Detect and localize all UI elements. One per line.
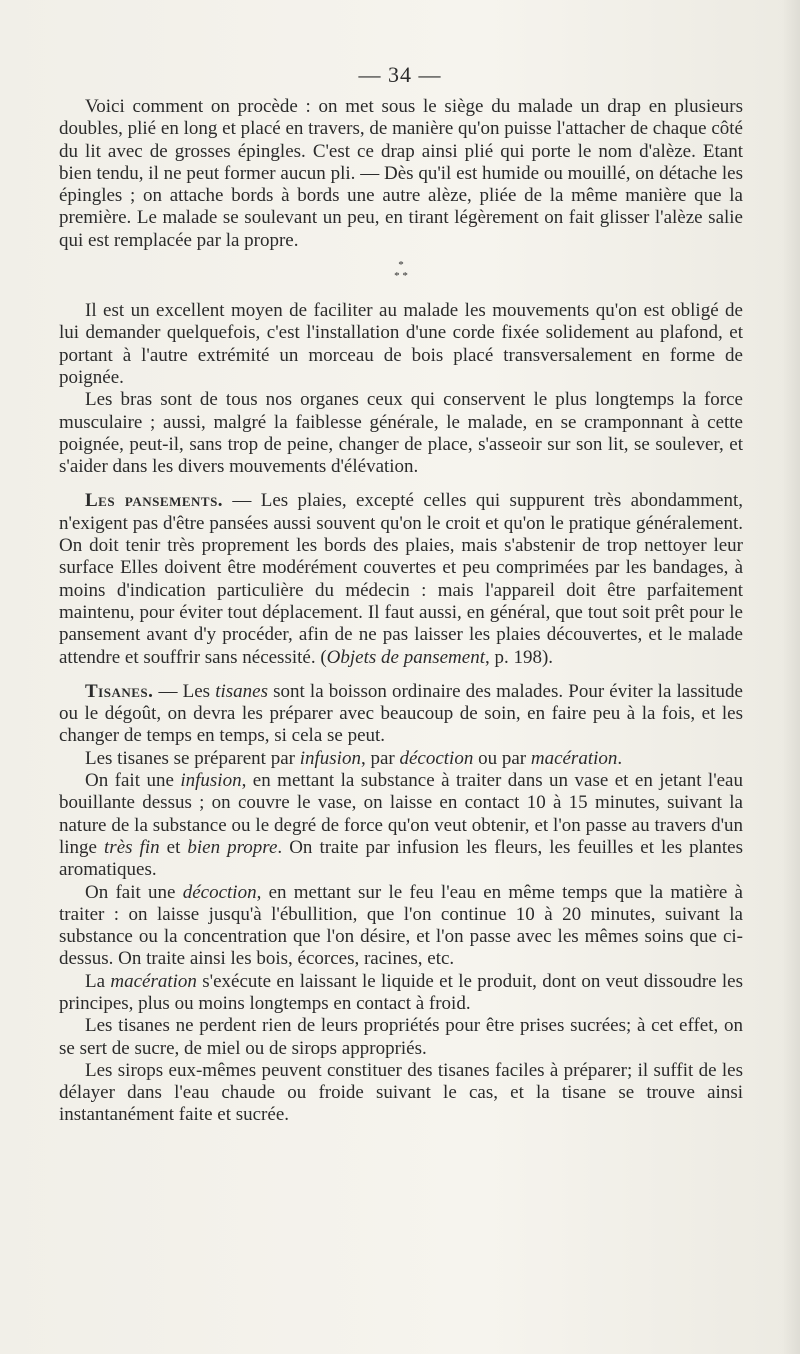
text-run: La xyxy=(85,970,111,992)
separator-star-bottom: * * xyxy=(394,270,408,283)
text-run: et xyxy=(159,836,188,858)
paragraph-infusion xyxy=(59,770,743,881)
term-bien-propre: bien propre xyxy=(187,836,278,858)
term-infusion: infusion xyxy=(299,747,361,769)
text-run: s'exécute en laissant le liquide et le produit, dont on veut dissoudre les principes, plus ou moins longtemps en contact à froid. xyxy=(59,970,743,1014)
paragraph-bras: Les bras sont de tous nos organes ceux qui conservent le plus longtemps la force musculaire ; aussi, malgré la faiblesse générale, le malade, en se cramponnant à cette poignée, peut-il, sans trop de peine, changer de place, s'asseoir sur son lit, se soulever, et s'aider dans les divers mouvements d'élévation. xyxy=(59,389,743,478)
text-run: . On traite par infusion les fleurs, les feuilles et les plantes aromatiques. xyxy=(59,836,743,881)
term-decoction: décoction xyxy=(182,881,257,903)
spacer xyxy=(59,669,743,681)
text-run: . xyxy=(617,747,623,769)
paragraph-alese: Voici comment on procède : on met sous le siège du malade un drap en plusieurs doubles, plié en long et placé en travers, de manière qu'on puisse l'attacher de chaque côté du lit avec de grosses épingles. C'est ce drap ainsi plié qui porte le nom d'alèze. Etant bien tendu, il ne peut former aucun pli. — Dès qu'il est humide ou mouillé, on détache les épingles ; on attache bords à bords une autre alèze, pliée de la même manière que la première. Le malade se soulevant un peu, en tirant légèrement on fait glisser l'alèze salie qui est remplacée par la propre. xyxy=(59,96,743,251)
section-separator xyxy=(59,260,743,282)
paragraph-pansements xyxy=(59,490,743,668)
pansements-page-ref: , p. 198). xyxy=(484,646,554,668)
pansements-body: — Les plaies, excepté celles qui suppurent très abondamment, n'exigent pas d'être pansées aussi souvent qu'on le croit et qu'on le pratique généralement. On doit tenir très proprement les bords des plaies, mais s'abstenir de trop nettoyer leur surface Elles doivent être modérément couvertes et peu comprimées par les bandages, à moins d'indication particulière du médecin : mais l'appareil doit être parfaitement maintenu, pour éviter tout déplacement. Il faut aussi, en général, que tout soit prêt pour le pansement avant d'y procéder, afin de ne pas laisser les plaies découvertes, et le malade attendre et souffrir sans nécessité. ( xyxy=(59,490,743,668)
text-run: Les tisanes se préparent par xyxy=(85,747,300,769)
term-tres-fin: très fin xyxy=(104,836,160,858)
text-run: On fait une xyxy=(85,770,181,792)
term-maceration: macération xyxy=(530,747,618,769)
spacer xyxy=(59,478,743,490)
paragraph-preparation xyxy=(59,748,743,770)
paragraph-sirops: Les sirops eux-mêmes peuvent constituer des tisanes faciles à préparer; il suffit de les délayer dans l'eau chaude ou froide suivant le cas, et la tisane se trouve ainsi instantanément faite et sucrée. xyxy=(59,1059,743,1126)
section-heading-pansements: Les pansements. xyxy=(85,490,224,512)
text-run: ou par xyxy=(473,747,531,769)
text-run: , par xyxy=(360,747,400,769)
term-decoction: décoction xyxy=(399,747,474,769)
page-edge-shadow xyxy=(782,0,800,1354)
paragraph-maceration xyxy=(59,971,743,1016)
text-run: , en mettant sur le feu l'eau en même temps que la matière à traiter : on laisse jusqu'à l'ébullition, que l'on continue 10 à 20 minutes, suivant la substance ou la concentration que l'on désire, et l'on passe avec les mêmes soins que ci-dessus. On traite ainsi les bois, écorces, racines, etc. xyxy=(59,881,743,970)
text-run: , en mettant la substance à traiter dans un vase et en jetant l'eau bouillante dessus ; on couvre le vase, on laisse en contact 10 à 15 minutes, suivant la nature de la substance ou le degré de force qu'on veut obtenir, et l'on passe au travers d'un linge xyxy=(59,770,743,858)
paragraph-corde: Il est un excellent moyen de faciliter au malade les mouvements qu'on est obligé de lui demander quelquefois, c'est l'installation d'une corde fixée solidement au plafond, et portant à l'autre extrémité un morceau de bois placé transversalement en forme de poignée. xyxy=(59,300,743,388)
paragraph-decoction xyxy=(59,882,743,971)
term-infusion: infusion xyxy=(180,770,242,792)
tisanes-dash: — Les xyxy=(153,680,216,702)
body-text xyxy=(59,96,743,1127)
page-number: — 34 — xyxy=(358,62,442,87)
separator-star-top: * xyxy=(398,259,404,272)
pansements-reference: Objets de pansement xyxy=(326,646,485,668)
tisanes-term: tisanes xyxy=(215,680,268,702)
paragraph-tisanes xyxy=(59,681,743,748)
tisanes-body: sont la boisson ordinaire des malades. Pour éviter la lassitude ou le dégoût, on devra les préparer avec beaucoup de soin, en faire peu à la fois, et les changer de temps en temps, si cela se peut. xyxy=(59,680,743,747)
section-heading-tisanes: Tisanes. xyxy=(85,680,154,702)
term-maceration: macération xyxy=(110,970,197,992)
paragraph-sucre: Les tisanes ne perdent rien de leurs propriétés pour être prises sucrées; à cet effet, on se sert de sucre, de miel ou de sirops appropriés. xyxy=(59,1015,743,1059)
text-run: On fait une xyxy=(85,881,183,903)
